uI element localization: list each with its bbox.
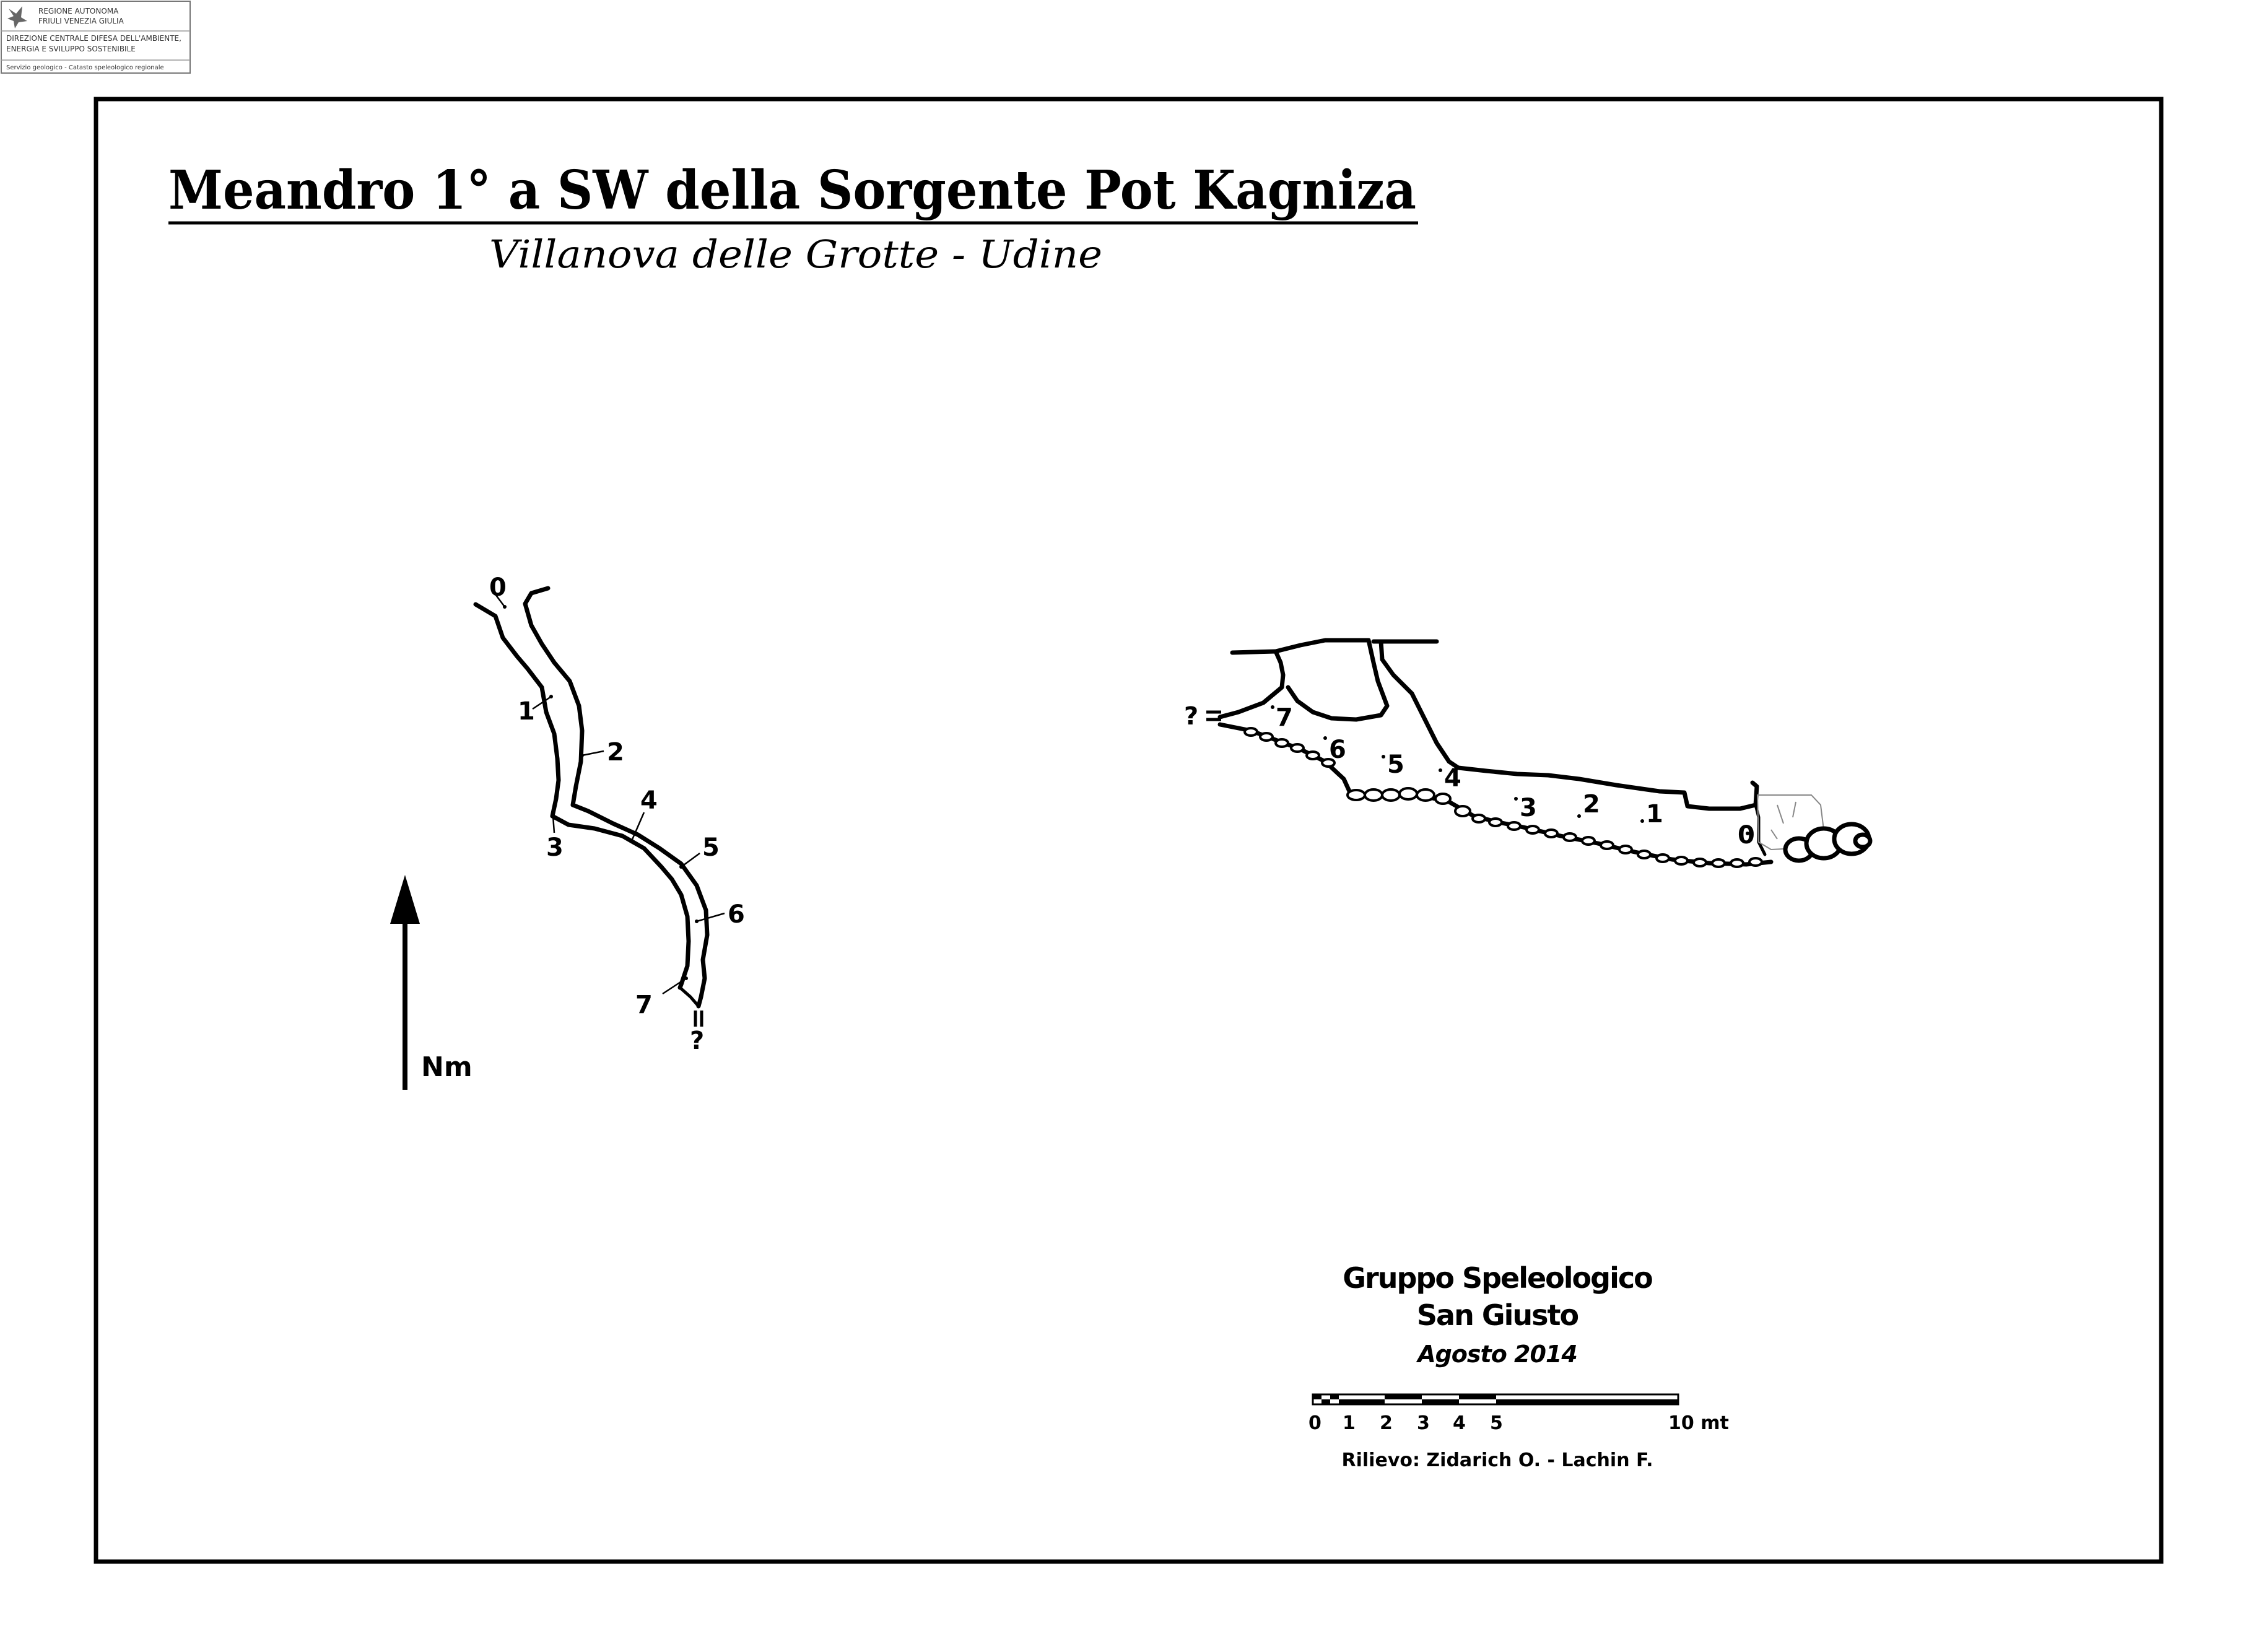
plan-view bbox=[476, 588, 707, 1006]
section-station-5: 5 bbox=[1387, 750, 1404, 779]
scale-label-4: 4 bbox=[1453, 1412, 1466, 1434]
scale-label-5: 5 bbox=[1490, 1412, 1503, 1434]
plan-station-1: 1 bbox=[518, 697, 535, 726]
plan-station-labels bbox=[489, 573, 745, 1055]
section-station-1: 1 bbox=[1646, 800, 1663, 828]
plan-unknown-marker: ? bbox=[690, 1027, 705, 1055]
logo-line-4: ENERGIA E SVILUPPO SOSTENIBILE bbox=[6, 45, 136, 53]
scale-bar bbox=[1313, 1394, 1678, 1404]
logo-line-3: DIREZIONE CENTRALE DIFESA DELL'AMBIENTE, bbox=[6, 34, 181, 43]
logo-line-5: Servizio geologico - Catasto speleologico regionale bbox=[6, 64, 164, 71]
section-view bbox=[1220, 640, 1771, 864]
plan-wall-right bbox=[525, 588, 707, 1006]
regional-logo bbox=[1, 1, 190, 73]
scale-label-3: 3 bbox=[1417, 1412, 1430, 1434]
logo-line-1: REGIONE AUTONOMA bbox=[38, 7, 119, 15]
map-subtitle: Villanova delle Grotte - Udine bbox=[489, 232, 1102, 277]
plan-station-6: 6 bbox=[728, 900, 745, 929]
scale-label-2: 2 bbox=[1380, 1412, 1393, 1434]
plan-station-dots bbox=[503, 605, 699, 980]
section-station-4: 4 bbox=[1444, 764, 1461, 793]
scale-bar-labels bbox=[1308, 1412, 1729, 1434]
section-unknown-marker: ? bbox=[1184, 702, 1199, 731]
logo-line-2: FRIULI VENEZIA GIULIA bbox=[38, 17, 124, 25]
plan-station-7: 7 bbox=[635, 991, 653, 1019]
section-ceiling bbox=[1458, 768, 1757, 809]
plan-station-4: 4 bbox=[640, 786, 658, 815]
plan-station-2: 2 bbox=[607, 738, 624, 767]
credits-date: Agosto 2014 bbox=[1417, 1341, 1577, 1368]
section-entrance-boulders bbox=[1785, 824, 1870, 861]
scale-label-0: 0 bbox=[1308, 1412, 1321, 1434]
section-station-7: 7 bbox=[1276, 703, 1293, 732]
credits-block bbox=[1343, 1261, 1652, 1368]
credits-survey: Rilievo: Zidarich O. - Lachin F. bbox=[1341, 1450, 1653, 1471]
credits-group-line-1: Gruppo Speleologico bbox=[1343, 1261, 1652, 1295]
north-arrow-icon bbox=[390, 875, 420, 1090]
north-label: Nm bbox=[421, 1051, 472, 1083]
plan-station-3: 3 bbox=[546, 833, 564, 862]
section-station-0: 0 bbox=[1738, 821, 1755, 850]
section-station-3: 3 bbox=[1520, 794, 1537, 822]
plan-end-squiggle bbox=[680, 988, 699, 1006]
map-title: Meandro 1° a SW della Sorgente Pot Kagniza bbox=[168, 159, 1416, 222]
scale-label-10: 10 mt bbox=[1668, 1412, 1729, 1434]
plan-station-0: 0 bbox=[489, 573, 507, 602]
credits-group-line-2: San Giusto bbox=[1416, 1298, 1578, 1332]
section-station-2: 2 bbox=[1583, 790, 1600, 819]
section-station-6: 6 bbox=[1329, 736, 1346, 764]
plan-unknown-ticks bbox=[695, 1011, 702, 1027]
scale-label-1: 1 bbox=[1343, 1412, 1356, 1434]
section-station-labels bbox=[1184, 702, 1755, 850]
plan-station-5: 5 bbox=[702, 833, 720, 862]
section-entrance-frame bbox=[1756, 805, 1765, 854]
section-station-dots bbox=[1271, 705, 1749, 835]
